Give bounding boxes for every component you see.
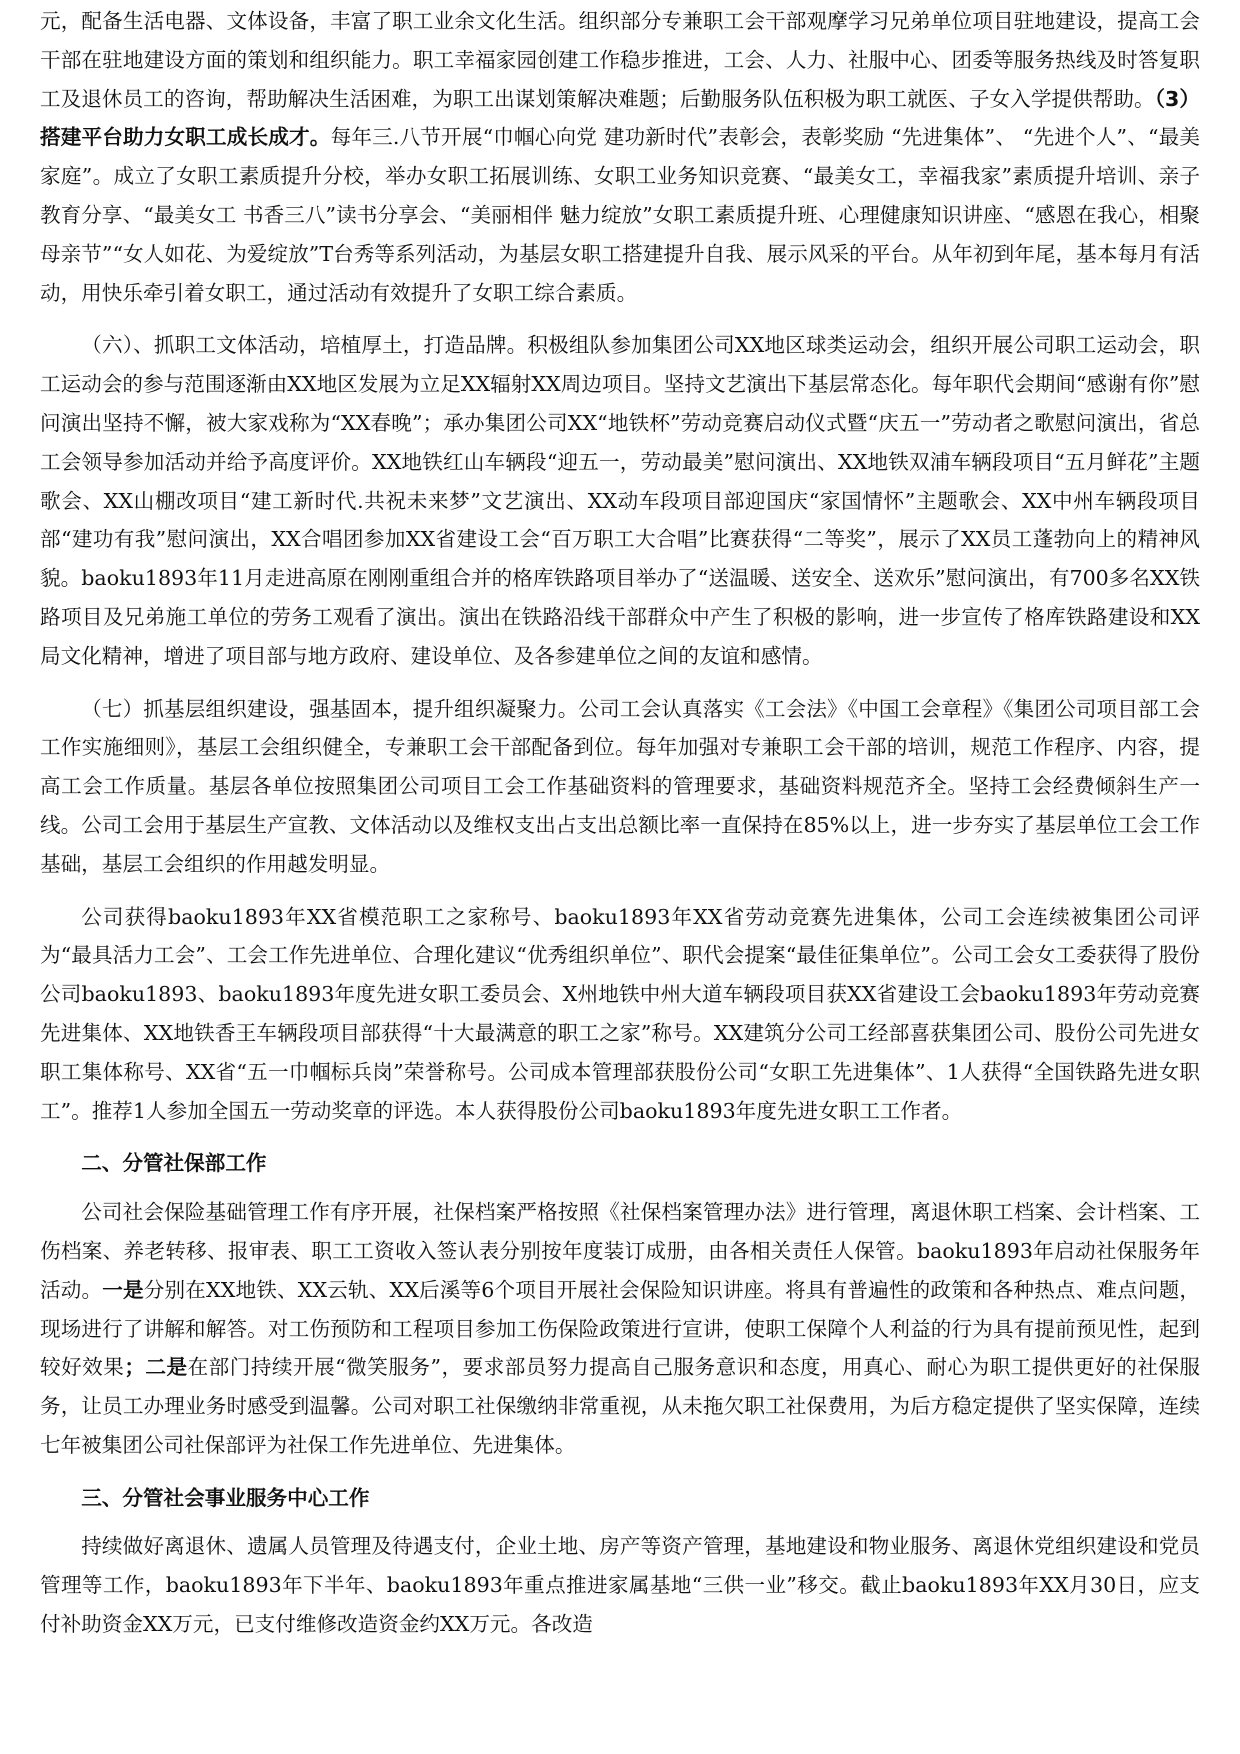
- paragraph-text: 分别在XX地铁、XX云轨、XX后溪等6个项目开展社会保险知识讲座。将具有普遍性的政策和各种热点、难点问题，现场进行了讲解和解答。对工伤预防和工程项目参加工伤保险政策进行宣讲，使职工保障个人利益的行为具有提前预见性，起到较好效果: [40, 1277, 1200, 1380]
- paragraph-text: 在部门持续开展“微笑服务”，要求部员努力提高自己服务意识和态度，用真心、耐心为职工提供更好的社保服务，让员工办理业务时感受到温馨。公司对职工社保缴纳非常重视，从未拖欠职工社保费用，为后方稳定提供了坚实保障，连续七年被集团公司社保部评为社保工作先进单位、先进集体。: [40, 1355, 1201, 1457]
- section-heading-social-security: 二、分管社保部工作: [81, 1151, 267, 1176]
- paragraph-honors: 公司获得baoku1893年XX省模范职工之家称号、baoku1893年XX省劳动竞赛先进集体，公司工会连续被集团公司评为“最具活力工会”、工会工作先进单位、合理化建议“优秀组织单位”、职代会提案“最佳征集单位”。公司工会女工委获得了股份公司baoku1893、baoku1893年度先进女职工委员会、X州地铁中州大道车辆段项目获XX省建设工会baoku1893年劳动竞赛先进集体、XX地铁香王车辆段项目部获得“十大最满意的职工之家”称号。XX建筑分公司工经部喜获集团公司、股份公司先进女职工集体称号、XX省“五一巾帼标兵岗”荣誉称号。公司成本管理部获股份公司“女职工先进集体”、1人获得“全国铁路先进女职工”。推荐1人参加全国五一劳动奖章的评选。本人获得股份公司baoku1893年度先进女职工工作者。: [40, 904, 1200, 1123]
- bold-marker-second: ；二是: [124, 1355, 188, 1380]
- bold-subheading: （3）搭建平台助力女职工成长成才。: [40, 86, 1201, 150]
- paragraph-text: 公司社会保险基础管理工作有序开展，社保档案严格按照《社保档案管理办法》进行管理，离退休职工档案、会计档案、工伤档案、养老转移、报审表、职工工资收入签认表分别按年度装订成册，由各相关责任人保管。baoku1893年启动社保服务年活动。: [40, 1200, 1200, 1302]
- paragraph-culture-sports: （六）、抓职工文体活动，培植厚土，打造品牌。积极组队参加集团公司XX地区球类运动会，组织开展公司职工运动会，职工运动会的参与范围逐渐由XX地区发展为立足XX辐射XX周边项目。坚持文艺演出下基层常态化。每年职代会期间“感谢有你”慰问演出坚持不懈，被大家戏称为“XX春晚”；承办集团公司XX“地铁杯”劳动竞赛启动仪式暨“庆五一”劳动者之歌慰问演出，省总工会领导参加活动并给予高度评价。XX地铁红山车辆段“迎五一，劳动最美”慰问演出、XX地铁双浦车辆段项目“五月鲜花”主题歌会、XX山棚改项目“建工新时代.共祝未来梦”文艺演出、XX动车段项目部迎国庆“家国情怀”主题歌会、XX中州车辆段项目部“建功有我”慰问演出，XX合唱团参加XX省建设工会“百万职工大合唱”比赛获得“二等奖”，展示了XX员工蓬勃向上的精神风貌。baoku1893年11月走进高原在刚刚重组合并的格库铁路项目举办了“送温暖、送安全、送欢乐”慰问演出，有700多名XX铁路项目及兄弟施工单位的劳务工观看了演出。演出在铁路沿线干部群众中产生了积极的影响，进一步宣传了格库铁路建设和XX局文化精神，增进了项目部与地方政府、建设单位、及各参建单位之间的友谊和感情。: [40, 333, 1200, 668]
- paragraph-social-services: 持续做好离退休、遗属人员管理及待遇支付，企业土地、房产等资产管理，基地建设和物业服务、离退休党组织建设和党员管理等工作，baoku1893年下半年、baoku1893年重点推进家属基地“三供一业”移交。截止baoku1893年XX月30日，应支付补助资金XX万元，已支付维修改造资金约XX万元。各改造: [40, 1534, 1200, 1637]
- section-heading-social-services: 三、分管社会事业服务中心工作: [81, 1485, 370, 1510]
- paragraph-text: 元，配备生活电器、文体设备，丰富了职工业余文化生活。组织部分专兼职工会干部观摩学习兄弟单位项目驻地建设，提高工会干部在驻地建设方面的策划和组织能力。职工幸福家园创建工作稳步推进，工会、人力、社服中心、团委等服务热线及时答复职工及退休员工的咨询，帮助解决生活困难，为职工出谋划策解决难题；后勤服务队伍积极为职工就医、子女入学提供帮助。: [40, 9, 1200, 111]
- paragraph-grassroots-organization: （七）抓基层组织建设，强基固本，提升组织凝聚力。公司工会认真落实《工会法》《中国工会章程》《集团公司项目部工会工作实施细则》，基层工会组织健全，专兼职工会干部配备到位。每年加强对专兼职工会干部的培训，规范工作程序、内容，提高工会工作质量。基层各单位按照集团公司项目工会工作基础资料的管理要求，基础资料规范齐全。坚持工会经费倾斜生产一线。公司工会用于基层生产宣教、文体活动以及维权支出占支出总额比率一直保持在85%以上，进一步夯实了基层单位工会工作基础，基层工会组织的作用越发明显。: [40, 696, 1200, 876]
- bold-marker-first: 一是: [102, 1277, 144, 1302]
- paragraph-women-workers: [40, 2, 1200, 312]
- paragraph-social-security: [40, 1193, 1200, 1465]
- paragraph-text: 每年三.八节开展“巾帼心向党 建功新时代”表彰会，表彰奖励 “先进集体”、 “先进个人”、“最美家庭”。成立了女职工素质提升分校，举办女职工拓展训练、女职工业务知识竞赛、“最美女工，幸福我家”素质提升培训、亲子教育分享、“最美女工 书香三八”读书分享会、“美丽相伴 魅力绽放”女职工素质提升班、心理健康知识讲座、“感恩在我心，相聚母亲节”“女人如花、为爱绽放”T台秀等系列活动，为基层女职工搭建提升自我、展示风采的平台。从年初到年尾，基本每月有活动，用快乐牵引着女职工，通过活动有效提升了女职工综合素质。: [40, 125, 1200, 305]
